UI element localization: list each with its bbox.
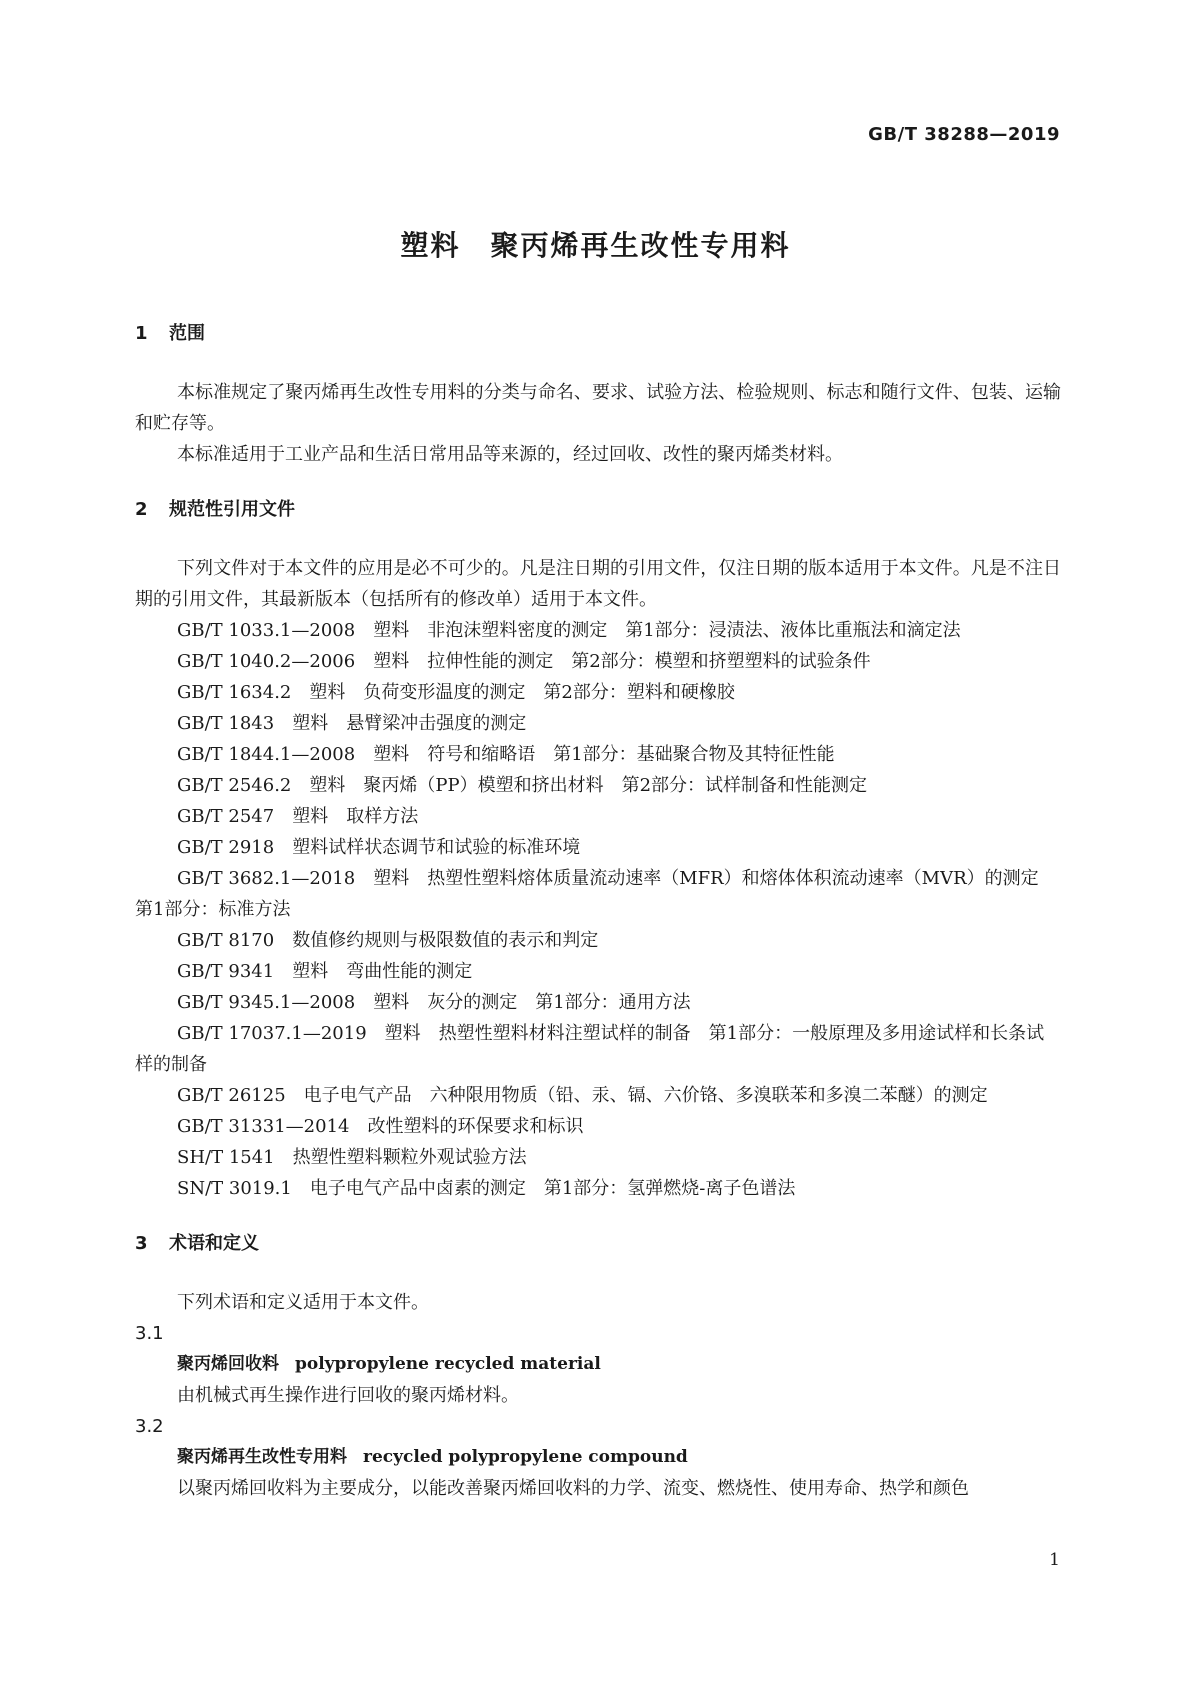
term-name bbox=[135, 1442, 1061, 1473]
term-number: 3.2 bbox=[135, 1416, 164, 1437]
reference-item: GB/T 2546.2 塑料 聚丙烯（PP）模塑和挤出材料 第2部分：试样制备和性能测定 bbox=[177, 775, 868, 796]
reference-item: GB/T 1040.2—2006 塑料 拉伸性能的测定 第2部分：模塑和挤塑塑料的试验条件 bbox=[177, 651, 871, 672]
term-name-cn: 聚丙烯回收料 bbox=[177, 1354, 279, 1374]
reference-item: GB/T 3682.1—2018 塑料 热塑性塑料熔体质量流动速率（MFR）和熔体体积流动速率（MVR）的测定 第1部分：标准方法 bbox=[135, 868, 1057, 920]
reference-item: SH/T 1541 热塑性塑料颗粒外观试验方法 bbox=[177, 1147, 527, 1168]
section-heading-terms bbox=[135, 1228, 1061, 1259]
reference-item: GB/T 2918 塑料试样状态调节和试验的标准环境 bbox=[177, 837, 581, 858]
term-number: 3.1 bbox=[135, 1323, 164, 1344]
paragraph: 本标准规定了聚丙烯再生改性专用料的分类与命名、要求、试验方法、检验规则、标志和随行文件、包装、运输和贮存等。 bbox=[135, 382, 1061, 434]
section-number: 2 bbox=[135, 499, 148, 520]
reference-item: GB/T 9345.1—2008 塑料 灰分的测定 第1部分：通用方法 bbox=[177, 992, 691, 1013]
document-body bbox=[135, 318, 1061, 1504]
paragraph: 本标准适用于工业产品和生活日常用品等来源的，经过回收、改性的聚丙烯类材料。 bbox=[177, 444, 843, 465]
term-name-cn: 聚丙烯再生改性专用料 bbox=[177, 1447, 347, 1467]
section-title: 术语和定义 bbox=[169, 1233, 259, 1254]
standard-code: GB/T 38288—2019 bbox=[868, 124, 1060, 145]
reference-item: GB/T 31331—2014 改性塑料的环保要求和标识 bbox=[177, 1116, 584, 1137]
page-number: 1 bbox=[1049, 1550, 1060, 1570]
reference-item: GB/T 1033.1—2008 塑料 非泡沫塑料密度的测定 第1部分：浸渍法、液体比重瓶法和滴定法 bbox=[177, 620, 961, 641]
term-definition: 由机械式再生操作进行回收的聚丙烯材料。 bbox=[177, 1385, 519, 1406]
section-heading-normative bbox=[135, 494, 1061, 525]
paragraph: 下列术语和定义适用于本文件。 bbox=[177, 1292, 429, 1313]
reference-item: GB/T 17037.1—2019 塑料 热塑性塑料材料注塑试样的制备 第1部分：一般原理及多用途试样和长条试样的制备 bbox=[135, 1023, 1045, 1075]
reference-item: GB/T 1844.1—2008 塑料 符号和缩略语 第1部分：基础聚合物及其特征性能 bbox=[177, 744, 835, 765]
reference-item: GB/T 2547 塑料 取样方法 bbox=[177, 806, 419, 827]
reference-item: GB/T 1634.2 塑料 负荷变形温度的测定 第2部分：塑料和硬橡胶 bbox=[177, 682, 735, 703]
reference-item: SN/T 3019.1 电子电气产品中卤素的测定 第1部分：氢弹燃烧-离子色谱法 bbox=[177, 1178, 796, 1199]
section-number: 1 bbox=[135, 323, 148, 344]
section-title: 规范性引用文件 bbox=[169, 499, 295, 520]
term-name-en: recycled polypropylene compound bbox=[363, 1447, 688, 1467]
reference-item: GB/T 26125 电子电气产品 六种限用物质（铅、汞、镉、六价铬、多溴联苯和多溴二苯醚）的测定 bbox=[177, 1085, 988, 1106]
reference-item: GB/T 9341 塑料 弯曲性能的测定 bbox=[177, 961, 473, 982]
section-number: 3 bbox=[135, 1233, 148, 1254]
section-heading-scope bbox=[135, 318, 1061, 349]
term-name bbox=[135, 1349, 1061, 1380]
document-title: 塑料 聚丙烯再生改性专用料 bbox=[400, 229, 791, 262]
section-title: 范围 bbox=[169, 323, 205, 344]
reference-item: GB/T 8170 数值修约规则与极限数值的表示和判定 bbox=[177, 930, 599, 951]
paragraph: 下列文件对于本文件的应用是必不可少的。凡是注日期的引用文件，仅注日期的版本适用于本文件。凡是不注日期的引用文件，其最新版本（包括所有的修改单）适用于本文件。 bbox=[135, 558, 1061, 610]
term-definition: 以聚丙烯回收料为主要成分，以能改善聚丙烯回收料的力学、流变、燃烧性、使用寿命、热学和颜色 bbox=[177, 1478, 969, 1499]
reference-item: GB/T 1843 塑料 悬臂梁冲击强度的测定 bbox=[177, 713, 527, 734]
term-name-en: polypropylene recycled material bbox=[295, 1354, 601, 1374]
